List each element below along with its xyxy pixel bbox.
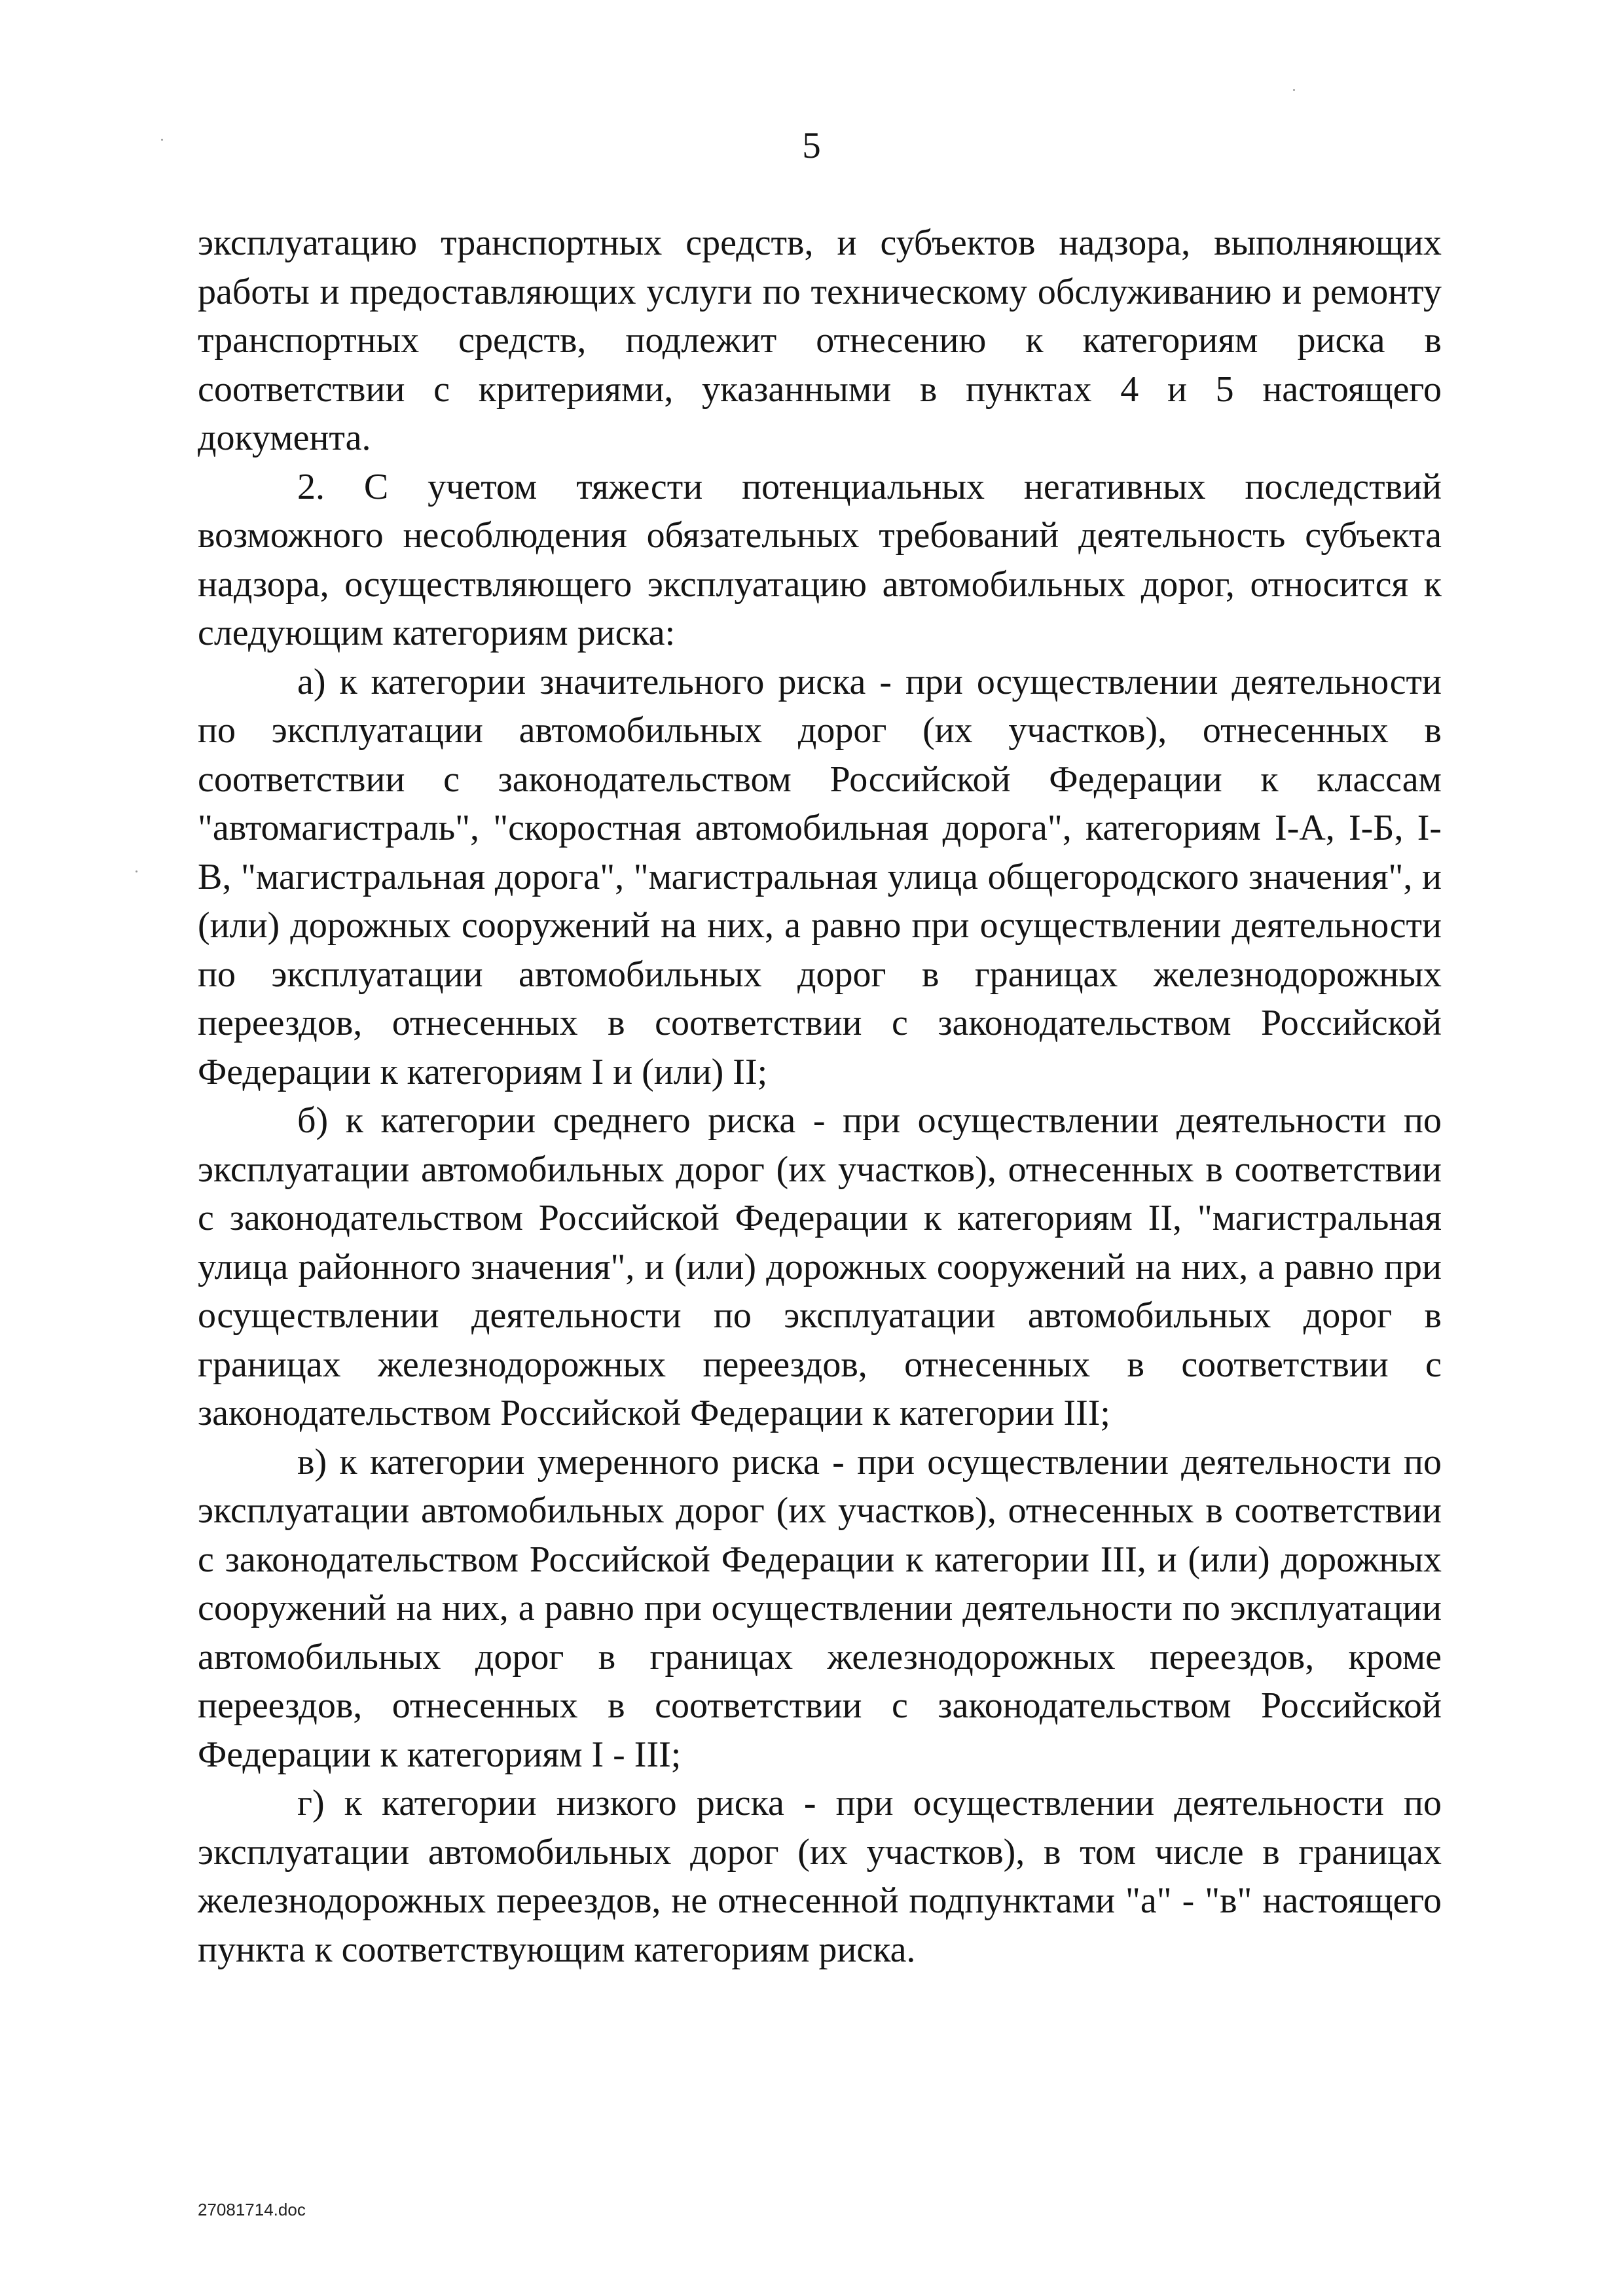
paragraph-subitem-a: а) к категории значительного риска - при осуществлении деятельности по эксплуатации автомобильных дорог (их участков), отнесенных в соответствии с законодательством Российской Федерации к классам "автомагистраль", "скоростная автомобильная дорога", категориям I-А, I-Б, I-В, "магистральная дорога", "магистральная улица общегородского значения", и (или) дорожных сооружений на них, а равно при осуществлении деятельности по эксплуатации автомобильных дорог в границах железнодорожных переездов, отнесенных в соответствии с законодательством Российской Федерации к категориям I и (или) II; [198, 661, 1442, 1092]
footer-filename: 27081714.doc [198, 2200, 306, 2219]
paragraph-item-2: 2. С учетом тяжести потенциальных негативных последствий возможного несоблюдения обязательных требований деятельность субъекта надзора, осуществляющего эксплуатацию автомобильных дорог, относится к следующим категориям риска: [198, 466, 1442, 653]
document-body [198, 219, 1442, 1974]
scan-speck [136, 870, 137, 872]
paragraph-subitem-g: г) к категории низкого риска - при осуществлении деятельности по эксплуатации автомобильных дорог (их участков), в том числе в границах железнодорожных переездов, не отнесенной подпунктами "а" - "в" настоящего пункта к соответствующим категориям риска. [198, 1783, 1442, 1970]
paragraph-continuation: эксплуатацию транспортных средств, и субъектов надзора, выполняющих работы и предоставляющих услуги по техническому обслуживанию и ремонту транспортных средств, подлежит отнесению к категориям риска в соответствии с критериями, указанными в пунктах 4 и 5 настоящего документа. [198, 223, 1442, 458]
paragraph-subitem-b: б) к категории среднего риска - при осуществлении деятельности по эксплуатации автомобильных дорог (их участков), отнесенных в соответствии с законодательством Российской Федерации к категориям II, "магистральная улица районного значения", и (или) дорожных сооружений на них, а равно при осуществлении деятельности по эксплуатации автомобильных дорог в границах железнодорожных переездов, отнесенных в соответствии с законодательством Российской Федерации к категории III; [198, 1100, 1442, 1433]
paragraph-subitem-v: в) к категории умеренного риска - при осуществлении деятельности по эксплуатации автомобильных дорог (их участков), отнесенных в соответствии с законодательством Российской Федерации к категории III, и (или) дорожных сооружений на них, а равно при осуществлении деятельности по эксплуатации автомобильных дорог в границах железнодорожных переездов, кроме переездов, отнесенных в соответствии с законодательством Российской Федерации к категориям I - III; [198, 1441, 1442, 1775]
scan-speck [1293, 89, 1295, 91]
page-number: 5 [802, 125, 821, 166]
